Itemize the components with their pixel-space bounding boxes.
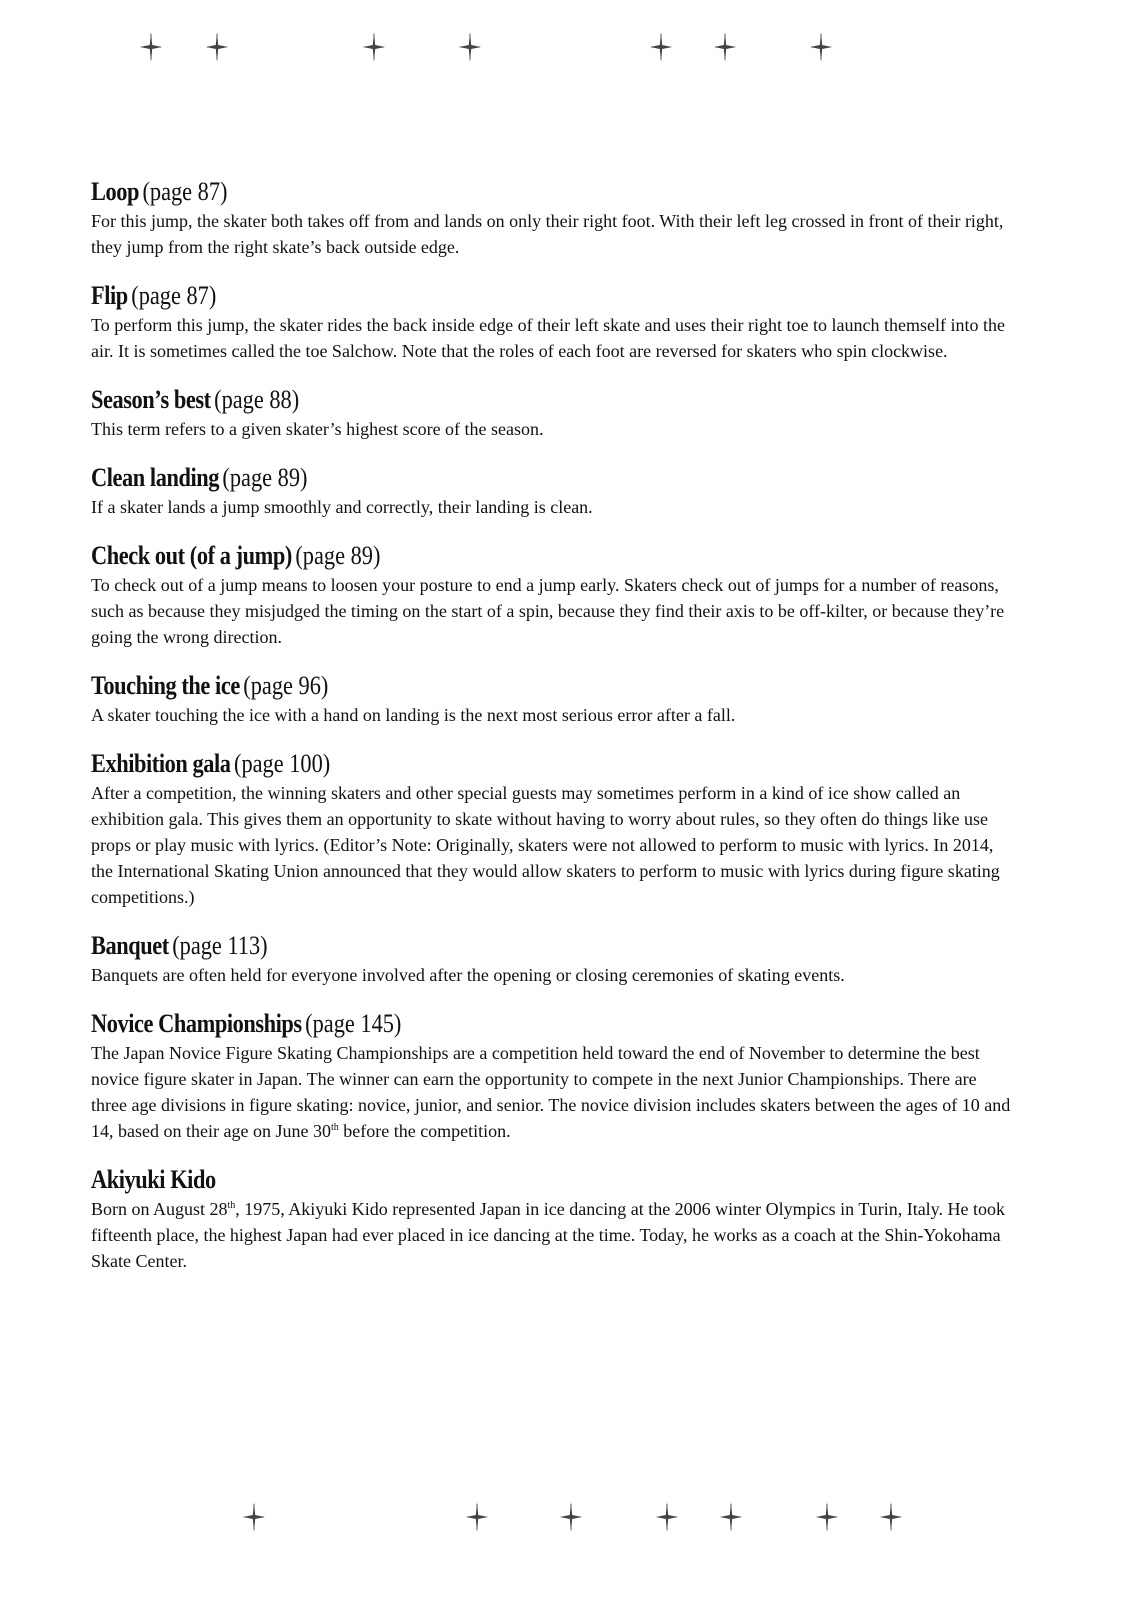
page-reference: (page 88): [214, 385, 300, 414]
term-definition: [91, 1196, 1011, 1274]
page-reference: (page 89): [222, 463, 308, 492]
term-name: Akiyuki Kido: [91, 1165, 216, 1194]
term-heading: [91, 176, 882, 208]
sparkle-star-icon: [720, 1502, 742, 1532]
definition-text: before the competition.: [338, 1121, 511, 1141]
sparkle-star-icon: [656, 1502, 678, 1532]
term-name: Exhibition gala: [91, 749, 231, 778]
term-heading: [91, 1164, 882, 1196]
page-reference: (page 87): [131, 281, 217, 310]
sparkle-star-icon: [243, 1502, 265, 1532]
term-definition: To perform this jump, the skater rides the back inside edge of their left skate and uses their right toe to launch themself into the air. It is sometimes called the toe Salchow. Note that the roles of each foot are reversed for skaters who spin clockwise.: [91, 315, 1005, 361]
glossary-entry-clean-landing: [91, 462, 1011, 520]
term-heading: [91, 1008, 882, 1040]
term-definition: If a skater lands a jump smoothly and correctly, their landing is clean.: [91, 497, 593, 517]
glossary-entry-flip: [91, 280, 1011, 364]
term-name: Novice Championships: [91, 1009, 302, 1038]
page-reference: (page 100): [234, 749, 331, 778]
bottom-star-border: [0, 1502, 1123, 1532]
term-name: Flip: [91, 281, 128, 310]
term-name: Season’s best: [91, 385, 211, 414]
page-reference: (page 87): [142, 177, 228, 206]
sparkle-star-icon: [810, 32, 832, 62]
glossary-entry-loop: [91, 176, 1011, 260]
term-name: Banquet: [91, 931, 169, 960]
sparkle-star-icon: [560, 1502, 582, 1532]
glossary-entry-check-out: [91, 540, 1011, 650]
term-definition: Banquets are often held for everyone involved after the opening or closing ceremonies of skating events.: [91, 965, 845, 985]
page-reference: (page 96): [243, 671, 329, 700]
glossary-entry-seasons-best: [91, 384, 1011, 442]
term-definition: After a competition, the winning skaters and other special guests may sometimes perform in a kind of ice show called an exhibition gala. This gives them an opportunity to skate without having to worry about rules, so they often do things like use props or play music with lyrics. (Editor’s Note: Originally, skaters were not allowed to perform to music with lyrics. In 2014, the International Skating Union announced that they would allow skaters to perform to music with lyrics during figure skating competitions.): [91, 783, 1000, 907]
sparkle-star-icon: [206, 32, 228, 62]
sparkle-star-icon: [466, 1502, 488, 1532]
glossary-entry-novice-championships: [91, 1008, 1011, 1144]
ordinal-suffix: th: [227, 1200, 236, 1211]
term-heading: [91, 748, 882, 780]
sparkle-star-icon: [363, 32, 385, 62]
definition-text: Born on August 28: [91, 1199, 228, 1219]
sparkle-star-icon: [880, 1502, 902, 1532]
definition-text: The Japan Novice Figure Skating Championships are a competition held toward the end of November to determine the best novice figure skater in Japan. The winner can earn the opportunity to compete in the next Junior Championships. There are three age divisions in figure skating: novice, junior, and senior. The novice division includes skaters between the ages of 10 and 14, based on their age on June 30: [91, 1043, 1011, 1141]
term-name: Loop: [91, 177, 139, 206]
term-name: Clean landing: [91, 463, 219, 492]
glossary-entry-banquet: [91, 930, 1011, 988]
term-definition: A skater touching the ice with a hand on landing is the next most serious error after a fall.: [91, 705, 736, 725]
term-heading: [91, 540, 882, 572]
glossary-entry-exhibition-gala: [91, 748, 1011, 910]
page-reference: (page 145): [305, 1009, 402, 1038]
page-reference: (page 113): [172, 931, 268, 960]
term-name: Touching the ice: [91, 671, 240, 700]
sparkle-star-icon: [714, 32, 736, 62]
glossary-entry-akiyuki-kido: [91, 1164, 1011, 1274]
term-definition: To check out of a jump means to loosen your posture to end a jump early. Skaters check out of jumps for a number of reasons, such as because they misjudged the timing on the start of a spin, because they find their axis to be off-kilter, or because they’re going the wrong direction.: [91, 575, 1005, 647]
glossary-entry-touching-the-ice: [91, 670, 1011, 728]
definition-text: , 1975, Akiyuki Kido represented Japan in ice dancing at the 2006 winter Olympics in Turin, Italy. He took fifteenth place, the highest Japan had ever placed in ice dancing at the time. Today, he works as a coach at the Shin-Yokohama Skate Center.: [91, 1199, 1005, 1271]
ordinal-suffix: th: [330, 1122, 339, 1133]
term-heading: [91, 670, 882, 702]
term-heading: [91, 462, 882, 494]
sparkle-star-icon: [650, 32, 672, 62]
term-heading: [91, 384, 882, 416]
glossary: [91, 176, 1011, 1294]
term-heading: [91, 930, 882, 962]
sparkle-star-icon: [140, 32, 162, 62]
top-star-border: [0, 32, 1123, 62]
term-definition: For this jump, the skater both takes off from and lands on only their right foot. With their left leg crossed in front of their right, they jump from the right skate’s back outside edge.: [91, 211, 1004, 257]
term-definition: This term refers to a given skater’s highest score of the season.: [91, 419, 544, 439]
term-heading: [91, 280, 882, 312]
sparkle-star-icon: [459, 32, 481, 62]
term-definition: [91, 1040, 1011, 1144]
sparkle-star-icon: [816, 1502, 838, 1532]
page-reference: (page 89): [295, 541, 381, 570]
term-name: Check out (of a jump): [91, 541, 292, 570]
